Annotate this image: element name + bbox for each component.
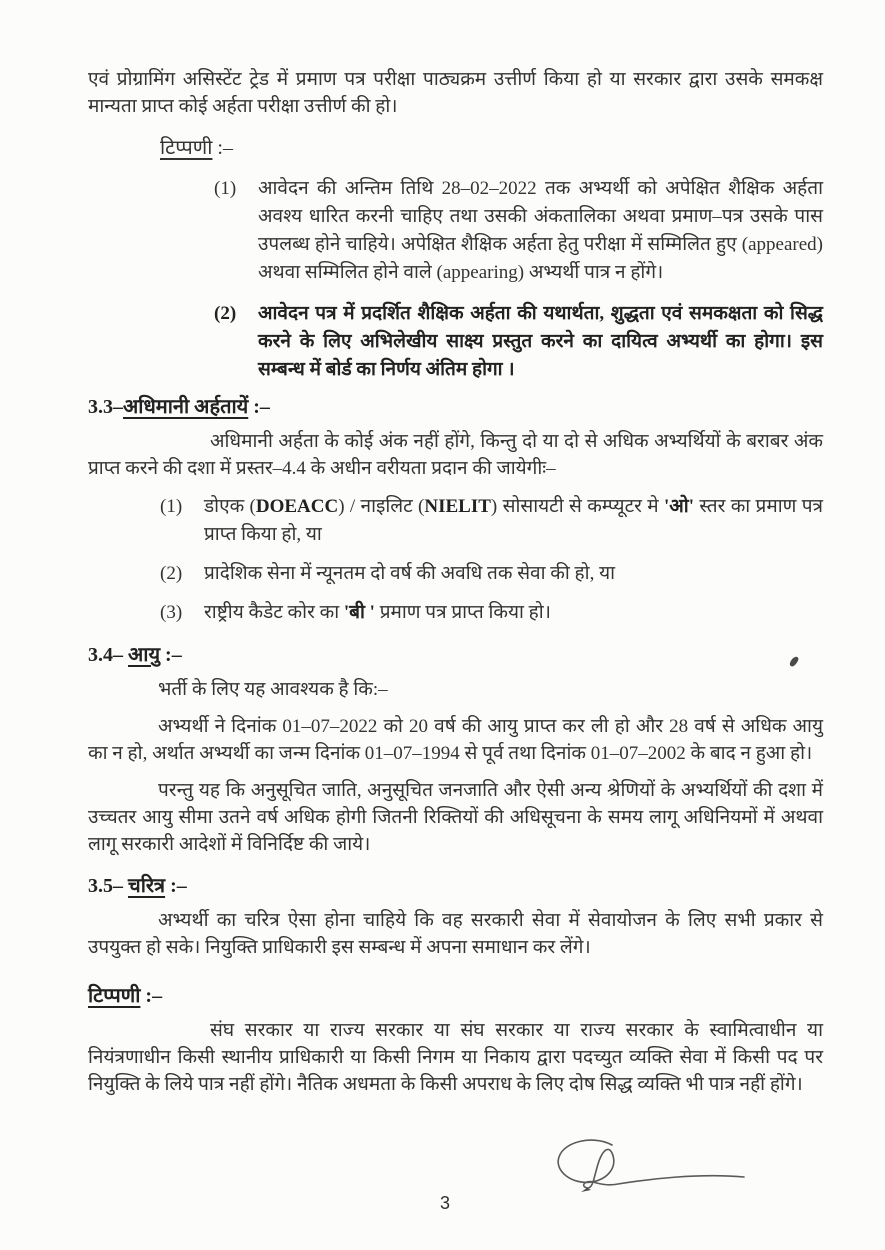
- section-3-4-intro: भर्ती के लिए यह आवश्यक है कि:–: [158, 679, 388, 700]
- section-3-5-number: 3.5–: [88, 875, 123, 897]
- list-item-text: आवेदन पत्र में प्रदर्शित शैक्षिक अर्हता की यथार्थता, शुद्धता एवं समकक्षता को सिद्ध करने के लिए अभिलेखीय साक्ष्य प्रस्तुत करने का दायित्व अभ्यर्थी का होगा। इस सम्बन्ध में बोर्ड का निर्णय अंतिम होगा ।: [258, 303, 823, 380]
- note1-list: [214, 175, 823, 384]
- note2-paragraph: संघ सरकार या राज्य सरकार या संघ सरकार या राज्य सरकार के स्वामित्वाधीन या नियंत्रणाधीन किसी स्थानीय प्राधिकारी या किसी निगम या निकाय द्वारा पदच्युत व्यक्ति सेवा में किसी पद पर नियुक्ति के लिये पात्र नहीं होंगे। नैतिक अधमता के किसी अपराध के लिए दोष सिद्ध व्यक्ति भी पात्र नहीं होंगे।: [88, 1020, 823, 1095]
- doeacc-acronym: DOEACC: [255, 496, 339, 517]
- section-3-5-paragraph: अभ्यर्थी का चरित्र ऐसा होना चाहिये कि वह सरकारी सेवा में सेवायोजन के लिए सभी प्रकार से उपयुक्त हो सके। नियुक्ति प्राधिकारी इस सम्बन्ध में अपना समाधान कर लेंगे।: [88, 910, 823, 958]
- section-3-5-title: चरित्र: [128, 875, 166, 897]
- list-item-number: (1): [214, 178, 237, 199]
- section-3-4-heading: [88, 642, 823, 669]
- text-segment: प्रमाण पत्र प्राप्त किया हो।: [374, 602, 551, 623]
- text-segment: राष्ट्रीय कैडेट कोर का: [204, 602, 344, 623]
- text-segment: ) सोसायटी से कम्प्यूटर मे: [490, 496, 664, 517]
- text-segment: डोएक (: [204, 496, 256, 517]
- section-3-3-paragraph: अधिमानी अर्हता के कोई अंक नहीं होंगे, किन्तु दो या दो से अधिक अभ्यर्थियों के बराबर अंक प्राप्त करने की दशा में प्रस्तर–4.4 के अधीन वरीयता प्रदान की जायेगीः–: [88, 431, 823, 479]
- list-item-number: (1): [160, 496, 183, 517]
- section-3-3-number: 3.3–: [88, 396, 123, 418]
- section-3-4-suffix: :–: [160, 644, 182, 666]
- signature-icon: [550, 1137, 750, 1207]
- list-item: [214, 300, 823, 384]
- note1-heading: [160, 135, 823, 162]
- list-item-text: प्रादेशिक सेना में न्यूनतम दो वर्ष की अवधि तक सेवा की हो, या: [204, 563, 616, 584]
- list-item-number: (2): [160, 563, 183, 584]
- section-3-3-title: अधिमानी अर्हतायें: [123, 396, 249, 418]
- section-3-3-suffix: :–: [248, 396, 270, 418]
- section-3-4-title: आयु: [128, 644, 161, 666]
- section-3-4-paragraph-2: परन्तु यह कि अनुसूचित जाति, अनुसूचित जनजाति और ऐसी अन्य श्रेणियों के अभ्यर्थियों की दशा में उच्चतर आयु सीमा उतने वर्ष अधिक होगी जितनी रिक्तियों की अधिसूचना के समय लागू अधिनियमों में अथवा लागू सरकारी आदेशों में विनिर्दिष्ट की जाये।: [88, 780, 823, 855]
- b-certificate-label: 'बी ': [343, 602, 375, 623]
- note1-heading-suffix: :–: [212, 137, 233, 159]
- section-3-3-heading: [88, 394, 823, 421]
- section-3-4-number: 3.4–: [88, 644, 123, 666]
- note1-heading-label: टिप्पणी: [160, 137, 213, 159]
- text-segment: स्तर का प्रमाण पत्र प्राप्त किया हो, या: [204, 496, 824, 545]
- note2-heading: [88, 983, 823, 1010]
- list-item: [160, 560, 823, 588]
- list-item-number: (2): [214, 303, 237, 324]
- list-item-text: [204, 599, 823, 627]
- list-item: [160, 493, 823, 549]
- page-number: 3: [440, 1193, 451, 1213]
- intro-paragraph: एवं प्रोग्रामिंग असिस्टेंट ट्रेड में प्रमाण पत्र परीक्षा पाठ्यक्रम उत्तीर्ण किया हो या सरकार द्वारा उसके समकक्ष मान्यता प्राप्त कोई अर्हता परीक्षा उत्तीर्ण की हो।: [88, 69, 823, 117]
- list-item-number: (3): [160, 602, 183, 623]
- list-item: [160, 599, 823, 627]
- section-3-5-suffix: :–: [165, 875, 187, 897]
- preferential-qualifications-list: [160, 493, 823, 627]
- text-segment: ) / नाइलिट (: [338, 496, 425, 517]
- note2-heading-label: टिप्पणी: [88, 985, 141, 1007]
- section-3-4-paragraph-1: अभ्यर्थी ने दिनांक 01–07–2022 को 20 वर्ष की आयु प्राप्त कर ली हो और 28 वर्ष से अधिक आयु का न हो, अर्थात अभ्यर्थी का जन्म दिनांक 01–07–1994 से पूर्व तथा दिनांक 01–07–2002 के बाद न हुआ हो।: [88, 716, 823, 764]
- list-item-text: [204, 493, 823, 549]
- list-item-text: आवेदन की अन्तिम तिथि 28–02–2022 तक अभ्यर्थी को अपेक्षित शैक्षिक अर्हता अवश्य धारित करनी चाहिए तथा उसकी अंकतालिका अथवा प्रमाण–पत्र उसके पास उपलब्ध होने चाहिये। अपेक्षित शैक्षिक अर्हता हेतु परीक्षा में सम्मिलित हुए (appeared) अथवा सम्मिलित होने वाले (appearing) अभ्यर्थी पात्र न होंगे।: [258, 178, 823, 283]
- section-3-5-heading: [88, 873, 823, 900]
- nielit-acronym: NIELIT: [424, 496, 491, 517]
- o-level-label: 'ओ': [664, 496, 694, 517]
- list-item: [214, 175, 823, 287]
- note2-heading-suffix: :–: [140, 985, 163, 1007]
